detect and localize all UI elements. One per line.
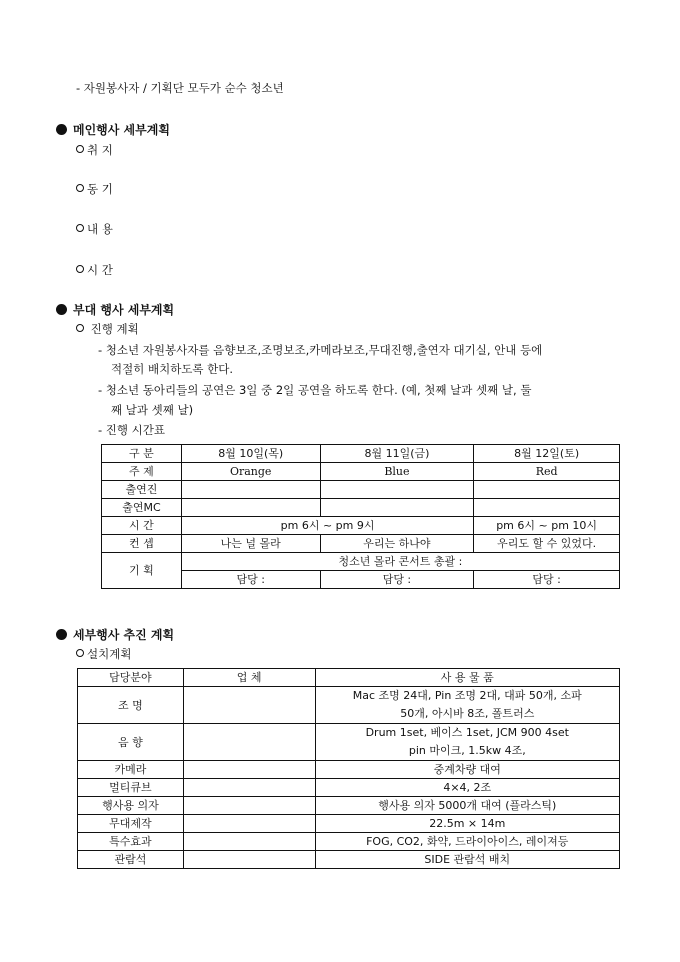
detail-event-heading-text: 세부행사 추진 계획 bbox=[73, 628, 175, 642]
install-items: 22.5m × 14m bbox=[315, 815, 619, 833]
schedule-header-label: 구 분 bbox=[102, 445, 182, 463]
schedule-day: 8월 11일(금) bbox=[320, 445, 474, 463]
time-cell-day3: pm 6시 ~ pm 10시 bbox=[474, 517, 620, 535]
install-field: 관람석 bbox=[78, 851, 184, 869]
schedule-table bbox=[101, 444, 620, 589]
bullet-icon bbox=[56, 304, 67, 315]
circle-bullet-icon bbox=[76, 145, 84, 153]
main-item-label: 내 용 bbox=[87, 222, 113, 236]
para1-line2: 적절히 배치하도록 한다. bbox=[111, 362, 234, 376]
install-label bbox=[76, 646, 131, 662]
schedule-day: 8월 12일(토) bbox=[474, 445, 620, 463]
schedule-day: 8월 10일(목) bbox=[181, 445, 320, 463]
circle-bullet-icon bbox=[76, 649, 84, 657]
para1-line1: - 청소년 자원봉사자를 음향보조,조명보조,카메라보조,무대진행,출연자 대기실, 안내 등에 bbox=[98, 343, 543, 357]
plan-charge-cell: 담당 : bbox=[181, 571, 320, 589]
install-field: 무대제작 bbox=[78, 815, 184, 833]
install-label-text: 설치계획 bbox=[87, 647, 132, 661]
install-field: 조 명 bbox=[78, 687, 184, 724]
detail-event-heading bbox=[56, 626, 174, 643]
install-field: 멀티큐브 bbox=[78, 779, 184, 797]
main-item-label: 시 간 bbox=[87, 263, 113, 277]
install-items: 4×4, 2조 bbox=[315, 779, 619, 797]
time-cell-day1-2: pm 6시 ~ pm 9시 bbox=[181, 517, 473, 535]
install-items: FOG, CO2, 화약, 드라이아이스, 레이져등 bbox=[315, 833, 619, 851]
install-vendor bbox=[183, 851, 315, 869]
bullet-icon bbox=[56, 124, 67, 135]
empty-cell bbox=[181, 499, 320, 517]
main-event-heading bbox=[56, 121, 170, 138]
para2-line1: - 청소년 동아리들의 공연은 3일 중 2일 공연을 하도록 한다. (예, 첫째 날과 셋째 날, 둘 bbox=[98, 383, 532, 397]
sub-event-heading bbox=[56, 301, 174, 318]
install-vendor bbox=[183, 724, 315, 761]
install-items-line: 50개, 아시바 8조, 폴트러스 bbox=[400, 707, 535, 720]
performer-label: 출연진 bbox=[102, 481, 182, 499]
bullet-icon bbox=[56, 629, 67, 640]
plan-charge-cell: 담당 : bbox=[474, 571, 620, 589]
progress-label-text: 진행 계획 bbox=[90, 322, 139, 336]
plan-charge-cell: 담당 : bbox=[320, 571, 474, 589]
concept-cell: 우리는 하나야 bbox=[320, 535, 474, 553]
time-label: 시 간 bbox=[102, 517, 182, 535]
install-field: 특수효과 bbox=[78, 833, 184, 851]
mc-label: 출연MC bbox=[102, 499, 182, 517]
install-header-vendor: 업 체 bbox=[183, 669, 315, 687]
theme-label: 주 제 bbox=[102, 463, 182, 481]
plan-label: 기 획 bbox=[102, 553, 182, 589]
para2-line2: 째 날과 셋째 날) bbox=[111, 403, 194, 417]
concept-label: 컨 셉 bbox=[102, 535, 182, 553]
main-item-label: 취 지 bbox=[87, 143, 113, 157]
empty-cell bbox=[320, 499, 474, 517]
theme-cell: Orange bbox=[181, 463, 320, 481]
install-items: 중계차량 대여 bbox=[315, 761, 619, 779]
empty-cell bbox=[181, 481, 320, 499]
main-item-motive bbox=[76, 181, 113, 197]
install-vendor bbox=[183, 797, 315, 815]
install-field: 행사용 의자 bbox=[78, 797, 184, 815]
install-vendor bbox=[183, 833, 315, 851]
main-item-time bbox=[76, 262, 113, 278]
concept-cell: 나는 널 몰라 bbox=[181, 535, 320, 553]
intro-line: - 자원봉사자 / 기획단 모두가 순수 청소년 bbox=[76, 81, 284, 95]
main-event-heading-text: 메인행사 세부계획 bbox=[73, 123, 170, 137]
progress-label bbox=[76, 321, 139, 337]
install-items-line: Drum 1set, 베이스 1set, JCM 900 4set bbox=[365, 726, 569, 739]
install-vendor bbox=[183, 815, 315, 833]
install-items bbox=[315, 724, 619, 761]
empty-cell bbox=[474, 499, 620, 517]
install-table bbox=[77, 668, 620, 869]
circle-bullet-icon bbox=[76, 324, 84, 332]
install-items-line: pin 마이크, 1.5kw 4조, bbox=[408, 744, 526, 757]
circle-bullet-icon bbox=[76, 184, 84, 192]
install-items: 행사용 의자 5000개 대여 (플라스틱) bbox=[315, 797, 619, 815]
install-field: 음 향 bbox=[78, 724, 184, 761]
install-vendor bbox=[183, 779, 315, 797]
plan-overall-cell: 청소년 몰라 콘서트 총괄 : bbox=[181, 553, 619, 571]
circle-bullet-icon bbox=[76, 265, 84, 273]
main-item-content bbox=[76, 221, 113, 237]
main-item-purpose bbox=[76, 142, 113, 158]
install-items bbox=[315, 687, 619, 724]
schedule-label: - 진행 시간표 bbox=[98, 423, 166, 437]
sub-event-heading-text: 부대 행사 세부계획 bbox=[73, 303, 175, 317]
install-header-field: 담당분야 bbox=[78, 669, 184, 687]
empty-cell bbox=[320, 481, 474, 499]
install-vendor bbox=[183, 761, 315, 779]
empty-cell bbox=[474, 481, 620, 499]
circle-bullet-icon bbox=[76, 224, 84, 232]
install-header-items: 사 용 물 품 bbox=[315, 669, 619, 687]
theme-cell: Blue bbox=[320, 463, 474, 481]
install-vendor bbox=[183, 687, 315, 724]
install-items: SIDE 관람석 배치 bbox=[315, 851, 619, 869]
theme-cell: Red bbox=[474, 463, 620, 481]
main-item-label: 동 기 bbox=[87, 182, 113, 196]
concept-cell: 우리도 할 수 있었다. bbox=[474, 535, 620, 553]
install-items-line: Mac 조명 24대, Pin 조명 2대, 대파 50개, 소파 bbox=[352, 689, 582, 702]
install-field: 카메라 bbox=[78, 761, 184, 779]
